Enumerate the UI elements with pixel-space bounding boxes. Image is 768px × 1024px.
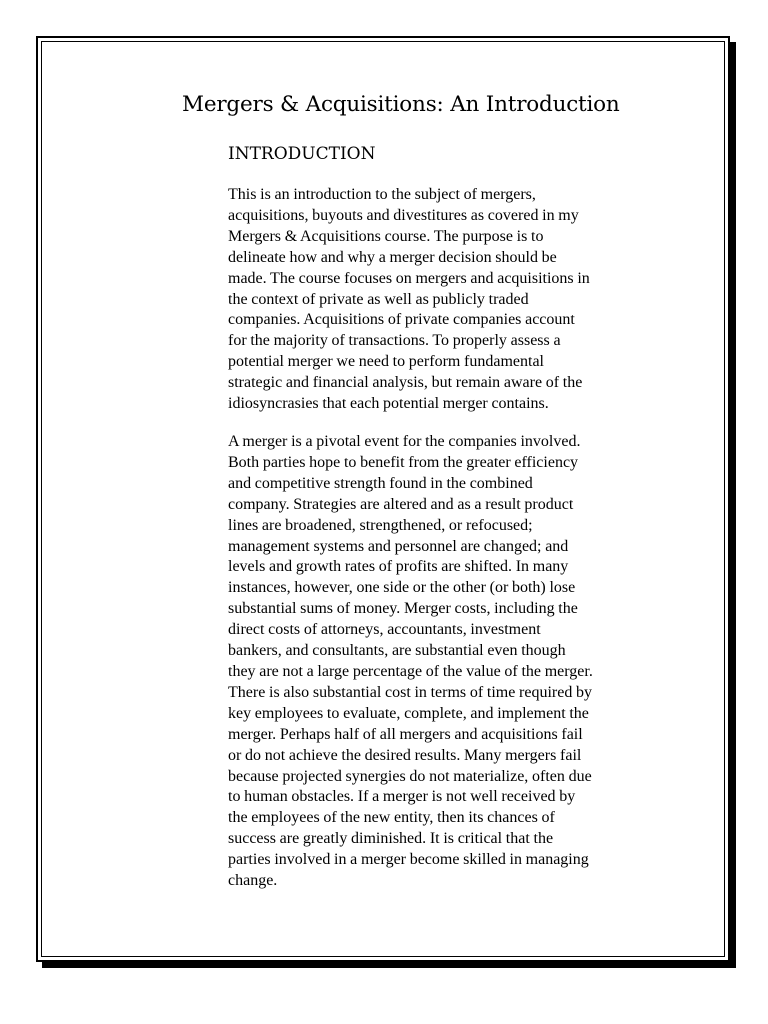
paragraph-line: for the majority of transactions. To properly assess a — [228, 332, 561, 350]
paragraph-line: acquisitions, buyouts and divestitures as covered in my — [228, 206, 579, 224]
paragraph-line: delineate how and why a merger decision should be — [228, 248, 557, 266]
paragraph-line: change. — [228, 872, 278, 890]
paragraph-line: Both parties hope to benefit from the greater efficiency — [228, 453, 579, 471]
paragraph-line: instances, however, one side or the other (or both) lose — [228, 579, 576, 597]
paragraph-line: merger. Perhaps half of all mergers and acquisitions fail — [228, 725, 583, 743]
paragraph-line: they are not a large percentage of the value of the merger. — [228, 662, 593, 680]
paragraph-line: This is an introduction to the subject of mergers, — [228, 186, 536, 203]
paragraph-line: key employees to evaluate, complete, and implement the — [228, 704, 589, 722]
paragraph-line: because projected synergies do not materialize, often due — [228, 767, 592, 785]
paragraph-line: levels and growth rates of profits are shifted. In many — [228, 558, 569, 576]
paragraph-line: and competitive strength found in the combined — [228, 474, 533, 492]
paragraph-line: substantial sums of money. Merger costs, including the — [228, 600, 578, 618]
paragraph-2 — [228, 432, 648, 892]
paragraph-line: management systems and personnel are changed; and — [228, 537, 569, 555]
paragraph-line: parties involved in a merger become skilled in managing — [228, 851, 589, 869]
paragraph-line: the context of private as well as publicly traded — [228, 290, 529, 308]
section-heading: INTRODUCTION — [228, 144, 376, 164]
paragraph-line: idiosyncrasies that each potential merger contains. — [228, 395, 549, 413]
paragraph-line: or do not achieve the desired results. Many mergers fail — [228, 746, 582, 764]
paragraph-line: bankers, and consultants, are substantial even though — [228, 642, 566, 660]
paragraph-line: direct costs of attorneys, accountants, investment — [228, 621, 541, 639]
paragraph-line: lines are broadened, strengthened, or refocused; — [228, 516, 533, 534]
paragraph-line: potential merger we need to perform fundamental — [228, 353, 545, 371]
paragraph-line: strategic and financial analysis, but remain aware of the — [228, 374, 583, 392]
paragraph-line: companies. Acquisitions of private companies account — [228, 311, 575, 329]
paragraph-line: made. The course focuses on mergers and acquisitions in — [228, 269, 590, 287]
paragraph-line: There is also substantial cost in terms of time required by — [228, 683, 593, 701]
paragraph-1 — [228, 185, 648, 415]
document-title: Mergers & Acquisitions: An Introduction — [182, 92, 620, 117]
paragraph-line: to human obstacles. If a merger is not well received by — [228, 788, 576, 806]
paragraph-line: Mergers & Acquisitions course. The purpose is to — [228, 227, 544, 245]
paragraph-line: company. Strategies are altered and as a result product — [228, 495, 574, 513]
paragraph-line: the employees of the new entity, then its chances of — [228, 809, 555, 827]
paragraph-line: A merger is a pivotal event for the companies involved. — [228, 433, 581, 450]
paragraph-line: success are greatly diminished. It is critical that the — [228, 830, 554, 848]
